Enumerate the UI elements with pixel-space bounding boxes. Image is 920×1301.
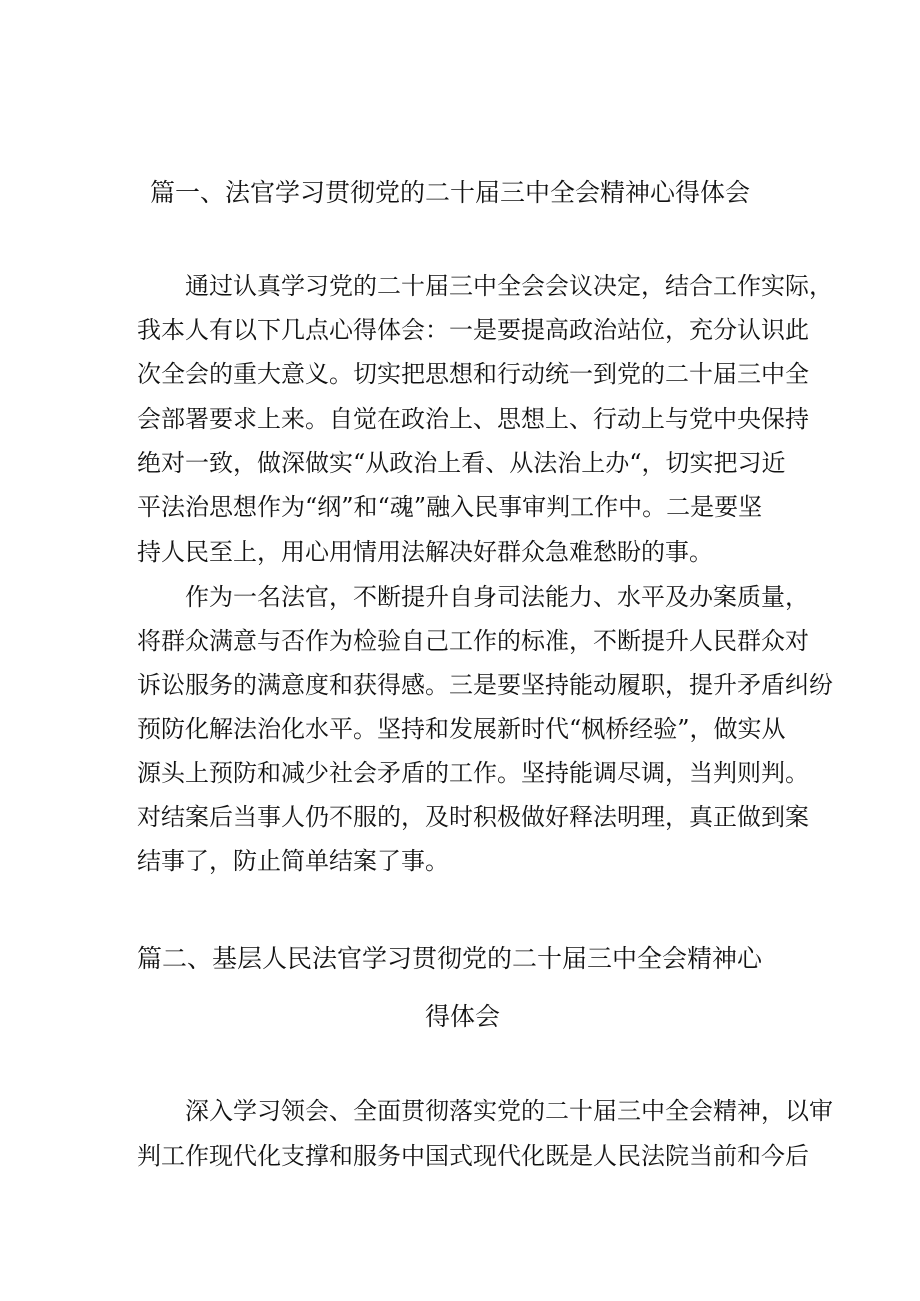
section2-title-line2: 得体会 xyxy=(425,1002,501,1031)
section1-paragraph1-line: 我本人有以下几点心得体会：一是要提高政治站位，充分认识此 xyxy=(137,316,809,344)
section1-paragraph1-line: 次全会的重大意义。切实把思想和行动统一到党的二十届三中全 xyxy=(137,360,809,388)
section1-paragraph2-line: 结事了，防止简单结案了事。 xyxy=(137,847,449,875)
section1-title: 篇一、法官学习贯彻党的二十届三中全会精神心得体会 xyxy=(150,178,751,207)
section1-paragraph2-line: 预防化解法治化水平。坚持和发展新时代“枫桥经验”，做实从 xyxy=(137,715,786,743)
section1-paragraph1-line: 持人民至上，用心用情用法解决好群众急难愁盼的事。 xyxy=(137,538,713,566)
section1-paragraph2-line: 将群众满意与否作为检验自己工作的标准，不断提升人民群众对 xyxy=(137,627,809,655)
section1-paragraph2-line: 作为一名法官，不断提升自身司法能力、水平及办案质量， xyxy=(185,583,809,611)
section1-paragraph1-line: 会部署要求上来。自觉在政治上、思想上、行动上与党中央保持 xyxy=(137,405,809,433)
section1-paragraph2-line: 对结案后当事人仍不服的，及时积极做好释法明理，真正做到案 xyxy=(137,803,809,831)
section1-paragraph2-line: 源头上预防和减少社会矛盾的工作。坚持能调尽调，当判则判。 xyxy=(137,759,809,787)
section2-paragraph1-line: 判工作现代化支撑和服务中国式现代化既是人民法院当前和今后 xyxy=(137,1142,809,1170)
section2-paragraph1-line: 深入学习领会、全面贯彻落实党的二十届三中全会精神，以审 xyxy=(185,1097,833,1125)
section2-title-line1: 篇二、基层人民法官学习贯彻党的二十届三中全会精神心 xyxy=(137,944,763,973)
section1-paragraph2-line: 诉讼服务的满意度和获得感。三是要坚持能动履职，提升矛盾纠纷 xyxy=(137,671,833,699)
section1-paragraph1-line: 平法治思想作为“纲”和“魂”融入民事审判工作中。二是要坚 xyxy=(137,493,763,521)
section1-paragraph1-line: 绝对一致，做深做实“从政治上看、从法治上办“，切实把习近 xyxy=(137,449,786,477)
section1-paragraph1-line: 通过认真学习党的二十届三中全会会议决定，结合工作实际， xyxy=(185,272,833,300)
